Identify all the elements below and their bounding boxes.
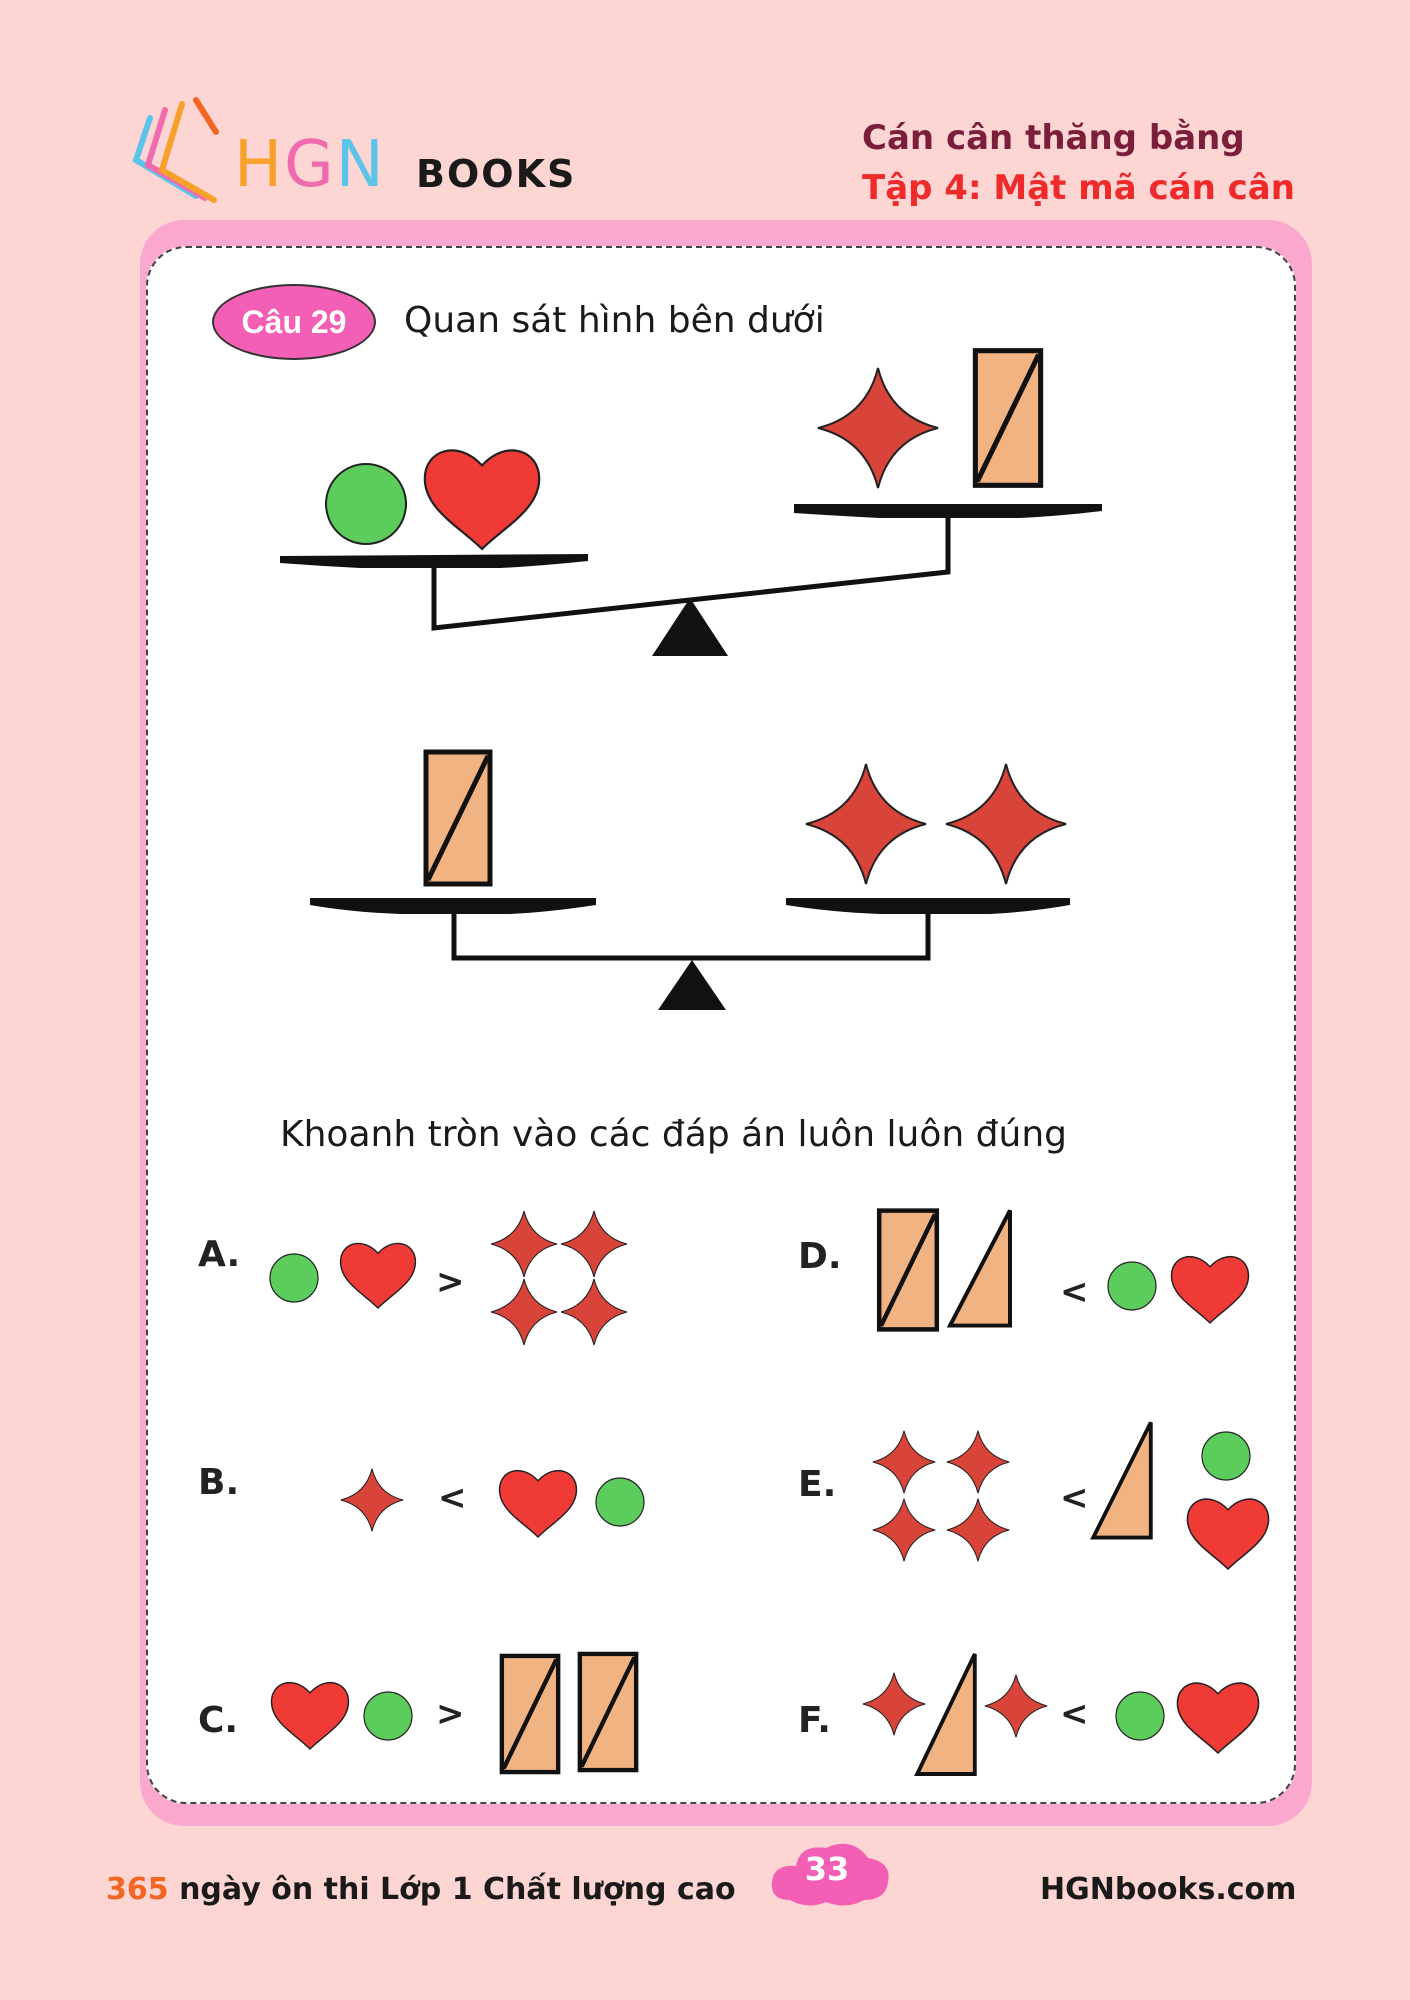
option-b-label[interactable]: B. bbox=[198, 1462, 240, 1503]
scale2-left-pan bbox=[310, 898, 596, 914]
option-e-sign: < bbox=[1060, 1478, 1089, 1518]
scale1-block bbox=[975, 351, 1040, 486]
header-subtitle: Tập 4: Mật mã cán cân bbox=[862, 168, 1295, 208]
footer-series bbox=[106, 1872, 736, 1907]
scale1-fulcrum bbox=[652, 598, 728, 656]
option-d-label[interactable]: D. bbox=[798, 1236, 842, 1277]
option-b-sign: < bbox=[438, 1478, 467, 1518]
option-c-sign: > bbox=[436, 1694, 465, 1734]
option-f-sign: < bbox=[1060, 1694, 1089, 1734]
scale1-left-pan bbox=[280, 554, 588, 568]
scale2-beam bbox=[454, 914, 928, 958]
scale1-right-pan bbox=[794, 504, 1102, 518]
option-e-label[interactable]: E. bbox=[798, 1464, 837, 1505]
balance-scale-1 bbox=[280, 351, 1102, 656]
logo-letters: HGN bbox=[234, 128, 386, 202]
question-badge: Câu 29 bbox=[212, 284, 376, 360]
option-f-label[interactable]: F. bbox=[798, 1700, 831, 1741]
footer-series-number: 365 bbox=[106, 1872, 169, 1907]
scale1-star bbox=[818, 368, 938, 488]
option-a-label[interactable]: A. bbox=[198, 1234, 241, 1275]
logo-books: BOOKS bbox=[416, 152, 577, 196]
scale2-right-pan bbox=[786, 898, 1070, 914]
scale2-fulcrum bbox=[658, 960, 726, 1010]
header-title: Cán cân thăng bằng bbox=[862, 118, 1245, 158]
scale1-heart bbox=[425, 450, 539, 549]
scale2-star-2 bbox=[946, 764, 1066, 884]
question-instruction: Khoanh tròn vào các đáp án luôn luôn đúng bbox=[280, 1114, 1067, 1155]
option-b-shapes bbox=[341, 1469, 644, 1537]
scale1-circle bbox=[326, 464, 406, 544]
page-number: 33 bbox=[804, 1850, 850, 1888]
question-prompt: Quan sát hình bên dưới bbox=[404, 300, 825, 341]
option-c-label[interactable]: C. bbox=[198, 1700, 239, 1741]
option-a-sign: > bbox=[436, 1262, 465, 1302]
footer-website[interactable]: HGNbooks.com bbox=[1040, 1872, 1297, 1907]
scale2-block bbox=[426, 752, 490, 884]
balance-scale-2 bbox=[310, 752, 1070, 1010]
scale2-star-1 bbox=[806, 764, 926, 884]
footer-series-text: ngày ôn thi Lớp 1 Chất lượng cao bbox=[168, 1872, 736, 1907]
option-d-sign: < bbox=[1060, 1272, 1089, 1312]
